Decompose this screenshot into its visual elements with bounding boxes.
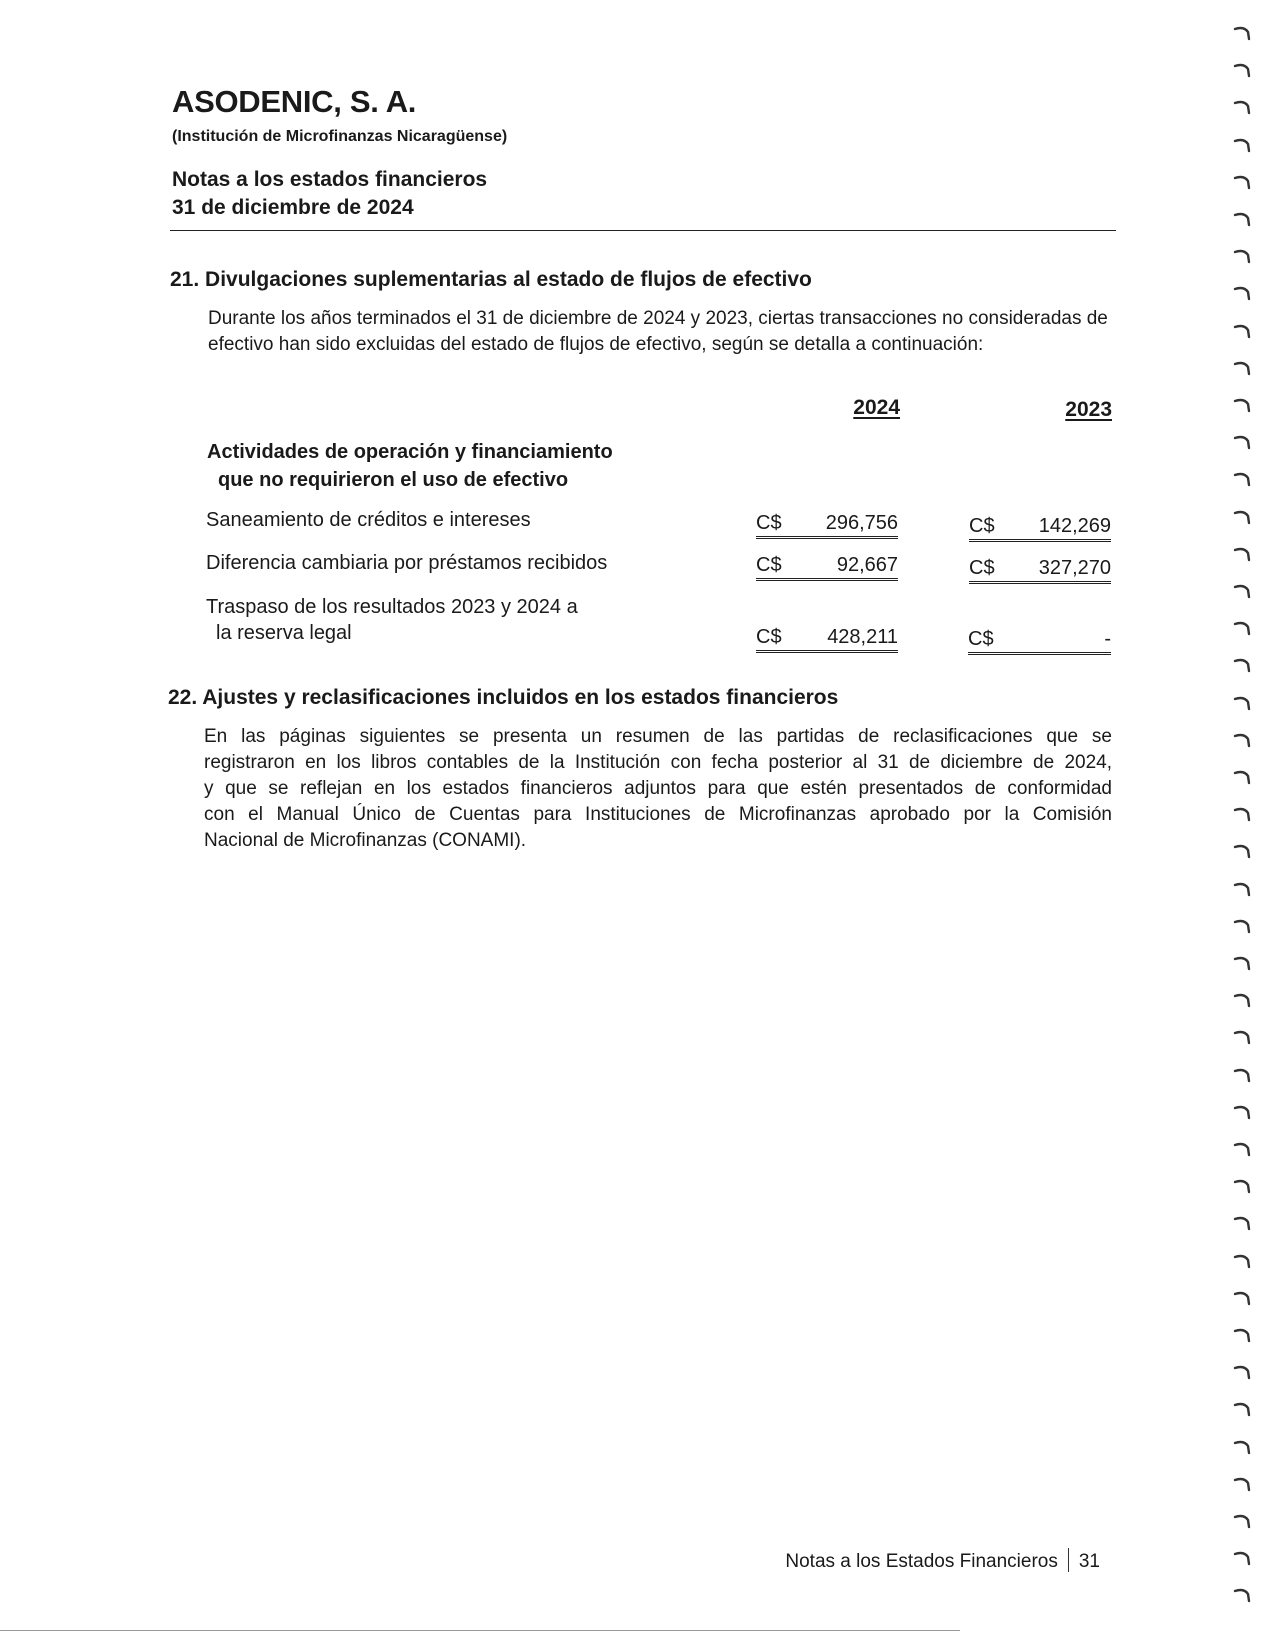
spiral-ring-icon xyxy=(1232,136,1254,156)
spiral-ring-icon xyxy=(1232,284,1254,304)
notes-date: 31 de diciembre de 2024 xyxy=(172,196,414,219)
spiral-ring-icon xyxy=(1232,656,1254,676)
spiral-ring-icon xyxy=(1232,1549,1254,1569)
row-label-traspaso xyxy=(206,594,578,646)
paragraph-line: Durante los años terminados el 31 de diciembre de 2024 y 2023, ciertas transacciones no consideradas de xyxy=(208,308,1108,329)
paragraph-line: con el Manual Único de Cuentas para Instituciones de Microfinanzas aprobado por la Comisión xyxy=(204,804,1112,825)
currency-symbol: C$ xyxy=(969,557,995,579)
spiral-ring-icon xyxy=(1232,98,1254,118)
spiral-ring-icon xyxy=(1232,1363,1254,1383)
spiral-ring-icon xyxy=(1232,731,1254,751)
amount-value: 296,756 xyxy=(825,512,898,534)
spiral-ring-icon xyxy=(1232,805,1254,825)
spiral-ring-icon xyxy=(1232,545,1254,565)
activities-heading-line: Actividades de operación y financiamiento xyxy=(207,441,613,463)
spiral-ring-icon xyxy=(1232,880,1254,900)
bottom-edge-line xyxy=(0,1630,960,1631)
spiral-ring-icon xyxy=(1232,24,1254,44)
spiral-ring-icon xyxy=(1232,359,1254,379)
paragraph-line: registraron en los libros contables de la Institución con fecha posterior al 31 de diciembre de 2024, xyxy=(204,752,1112,773)
footer-label: Notas a los Estados Financieros xyxy=(785,1551,1058,1572)
paragraph-line: Nacional de Microfinanzas (CONAMI). xyxy=(204,830,527,851)
row-label-line: la reserva legal xyxy=(216,622,352,644)
spiral-ring-icon xyxy=(1232,768,1254,788)
activities-heading-line: que no requirieron el uso de efectivo xyxy=(218,469,569,491)
section-21-paragraph xyxy=(208,306,1113,358)
section-21-heading: 21. Divulgaciones suplementarias al estado de flujos de efectivo xyxy=(170,268,812,291)
currency-symbol: C$ xyxy=(756,512,782,534)
row-label-line: Traspaso de los resultados 2023 y 2024 a xyxy=(206,596,578,618)
company-name: ASODENIC, S. A. xyxy=(172,84,417,119)
paragraph-line: En las páginas siguientes se presenta un resumen de las partidas de reclasificaciones que se xyxy=(204,726,1112,747)
currency-symbol: C$ xyxy=(968,628,994,650)
spiral-ring-icon xyxy=(1232,1140,1254,1160)
spiral-ring-icon xyxy=(1232,954,1254,974)
year-2024-header: 2024 xyxy=(853,396,900,419)
spiral-ring-icon xyxy=(1232,470,1254,490)
currency-symbol: C$ xyxy=(756,554,782,576)
paragraph-line: efectivo han sido excluidas del estado de flujos de efectivo, según se detalla a continuación: xyxy=(208,334,984,355)
spiral-ring-icon xyxy=(1232,322,1254,342)
spiral-ring-icon xyxy=(1232,247,1254,267)
spiral-ring-icon xyxy=(1232,619,1254,639)
row-2-amount-2024 xyxy=(756,552,898,581)
amount-value: 327,270 xyxy=(1038,557,1111,579)
footer-separator xyxy=(1068,1548,1069,1572)
spiral-ring-icon xyxy=(1232,1066,1254,1086)
spiral-ring-icon xyxy=(1232,582,1254,602)
spiral-ring-icon xyxy=(1232,1586,1254,1606)
currency-symbol: C$ xyxy=(969,515,995,537)
spiral-ring-icon xyxy=(1232,433,1254,453)
spiral-ring-icon xyxy=(1232,1326,1254,1346)
spiral-ring-icon xyxy=(1232,1252,1254,1272)
row-3-amount-2023 xyxy=(968,626,1111,655)
spiral-ring-icon xyxy=(1232,1475,1254,1495)
paragraph-line: y que se reflejan en los estados financieros adjuntos para que estén presentados de conformidad xyxy=(204,778,1112,799)
row-2-amount-2023 xyxy=(969,555,1111,584)
spiral-ring-icon xyxy=(1232,1103,1254,1123)
spiral-ring-icon xyxy=(1232,1289,1254,1309)
spiral-ring-icon xyxy=(1232,508,1254,528)
spiral-ring-icon xyxy=(1232,1512,1254,1532)
amount-value: 142,269 xyxy=(1038,515,1111,537)
amount-value: 428,211 xyxy=(827,626,898,648)
spiral-ring-icon xyxy=(1232,991,1254,1011)
currency-symbol: C$ xyxy=(756,626,782,648)
row-label-diferencia-cambiaria: Diferencia cambiaria por préstamos recibidos xyxy=(206,552,608,574)
page-footer xyxy=(785,1548,1100,1573)
spiral-ring-icon xyxy=(1232,61,1254,81)
spiral-ring-icon xyxy=(1232,842,1254,862)
spiral-ring-icon xyxy=(1232,396,1254,416)
year-2023-header: 2023 xyxy=(1065,398,1112,421)
amount-value: 92,667 xyxy=(836,554,898,576)
spiral-ring-icon xyxy=(1232,1214,1254,1234)
spiral-ring-icon xyxy=(1232,917,1254,937)
spiral-ring-icon xyxy=(1232,1438,1254,1458)
notes-title: Notas a los estados financieros xyxy=(172,168,488,191)
row-label-saneamiento: Saneamiento de créditos e intereses xyxy=(206,509,531,531)
row-1-amount-2024 xyxy=(756,510,898,539)
spiral-ring-icon xyxy=(1232,694,1254,714)
row-1-amount-2023 xyxy=(969,513,1111,542)
section-22-paragraph xyxy=(204,724,1112,854)
section-22-heading: 22. Ajustes y reclasificaciones incluidos en los estados financieros xyxy=(168,686,839,709)
page-number: 31 xyxy=(1078,1551,1100,1572)
row-3-amount-2024 xyxy=(756,624,898,653)
spiral-ring-icon xyxy=(1232,210,1254,230)
amount-value: - xyxy=(1104,628,1111,650)
spiral-ring-icon xyxy=(1232,173,1254,193)
company-subtitle: (Institución de Microfinanzas Nicaragüense) xyxy=(172,128,508,145)
header-divider xyxy=(170,230,1116,231)
spiral-ring-icon xyxy=(1232,1177,1254,1197)
spiral-ring-icon xyxy=(1232,1400,1254,1420)
spiral-ring-icon xyxy=(1232,1028,1254,1048)
activities-heading xyxy=(207,438,613,494)
